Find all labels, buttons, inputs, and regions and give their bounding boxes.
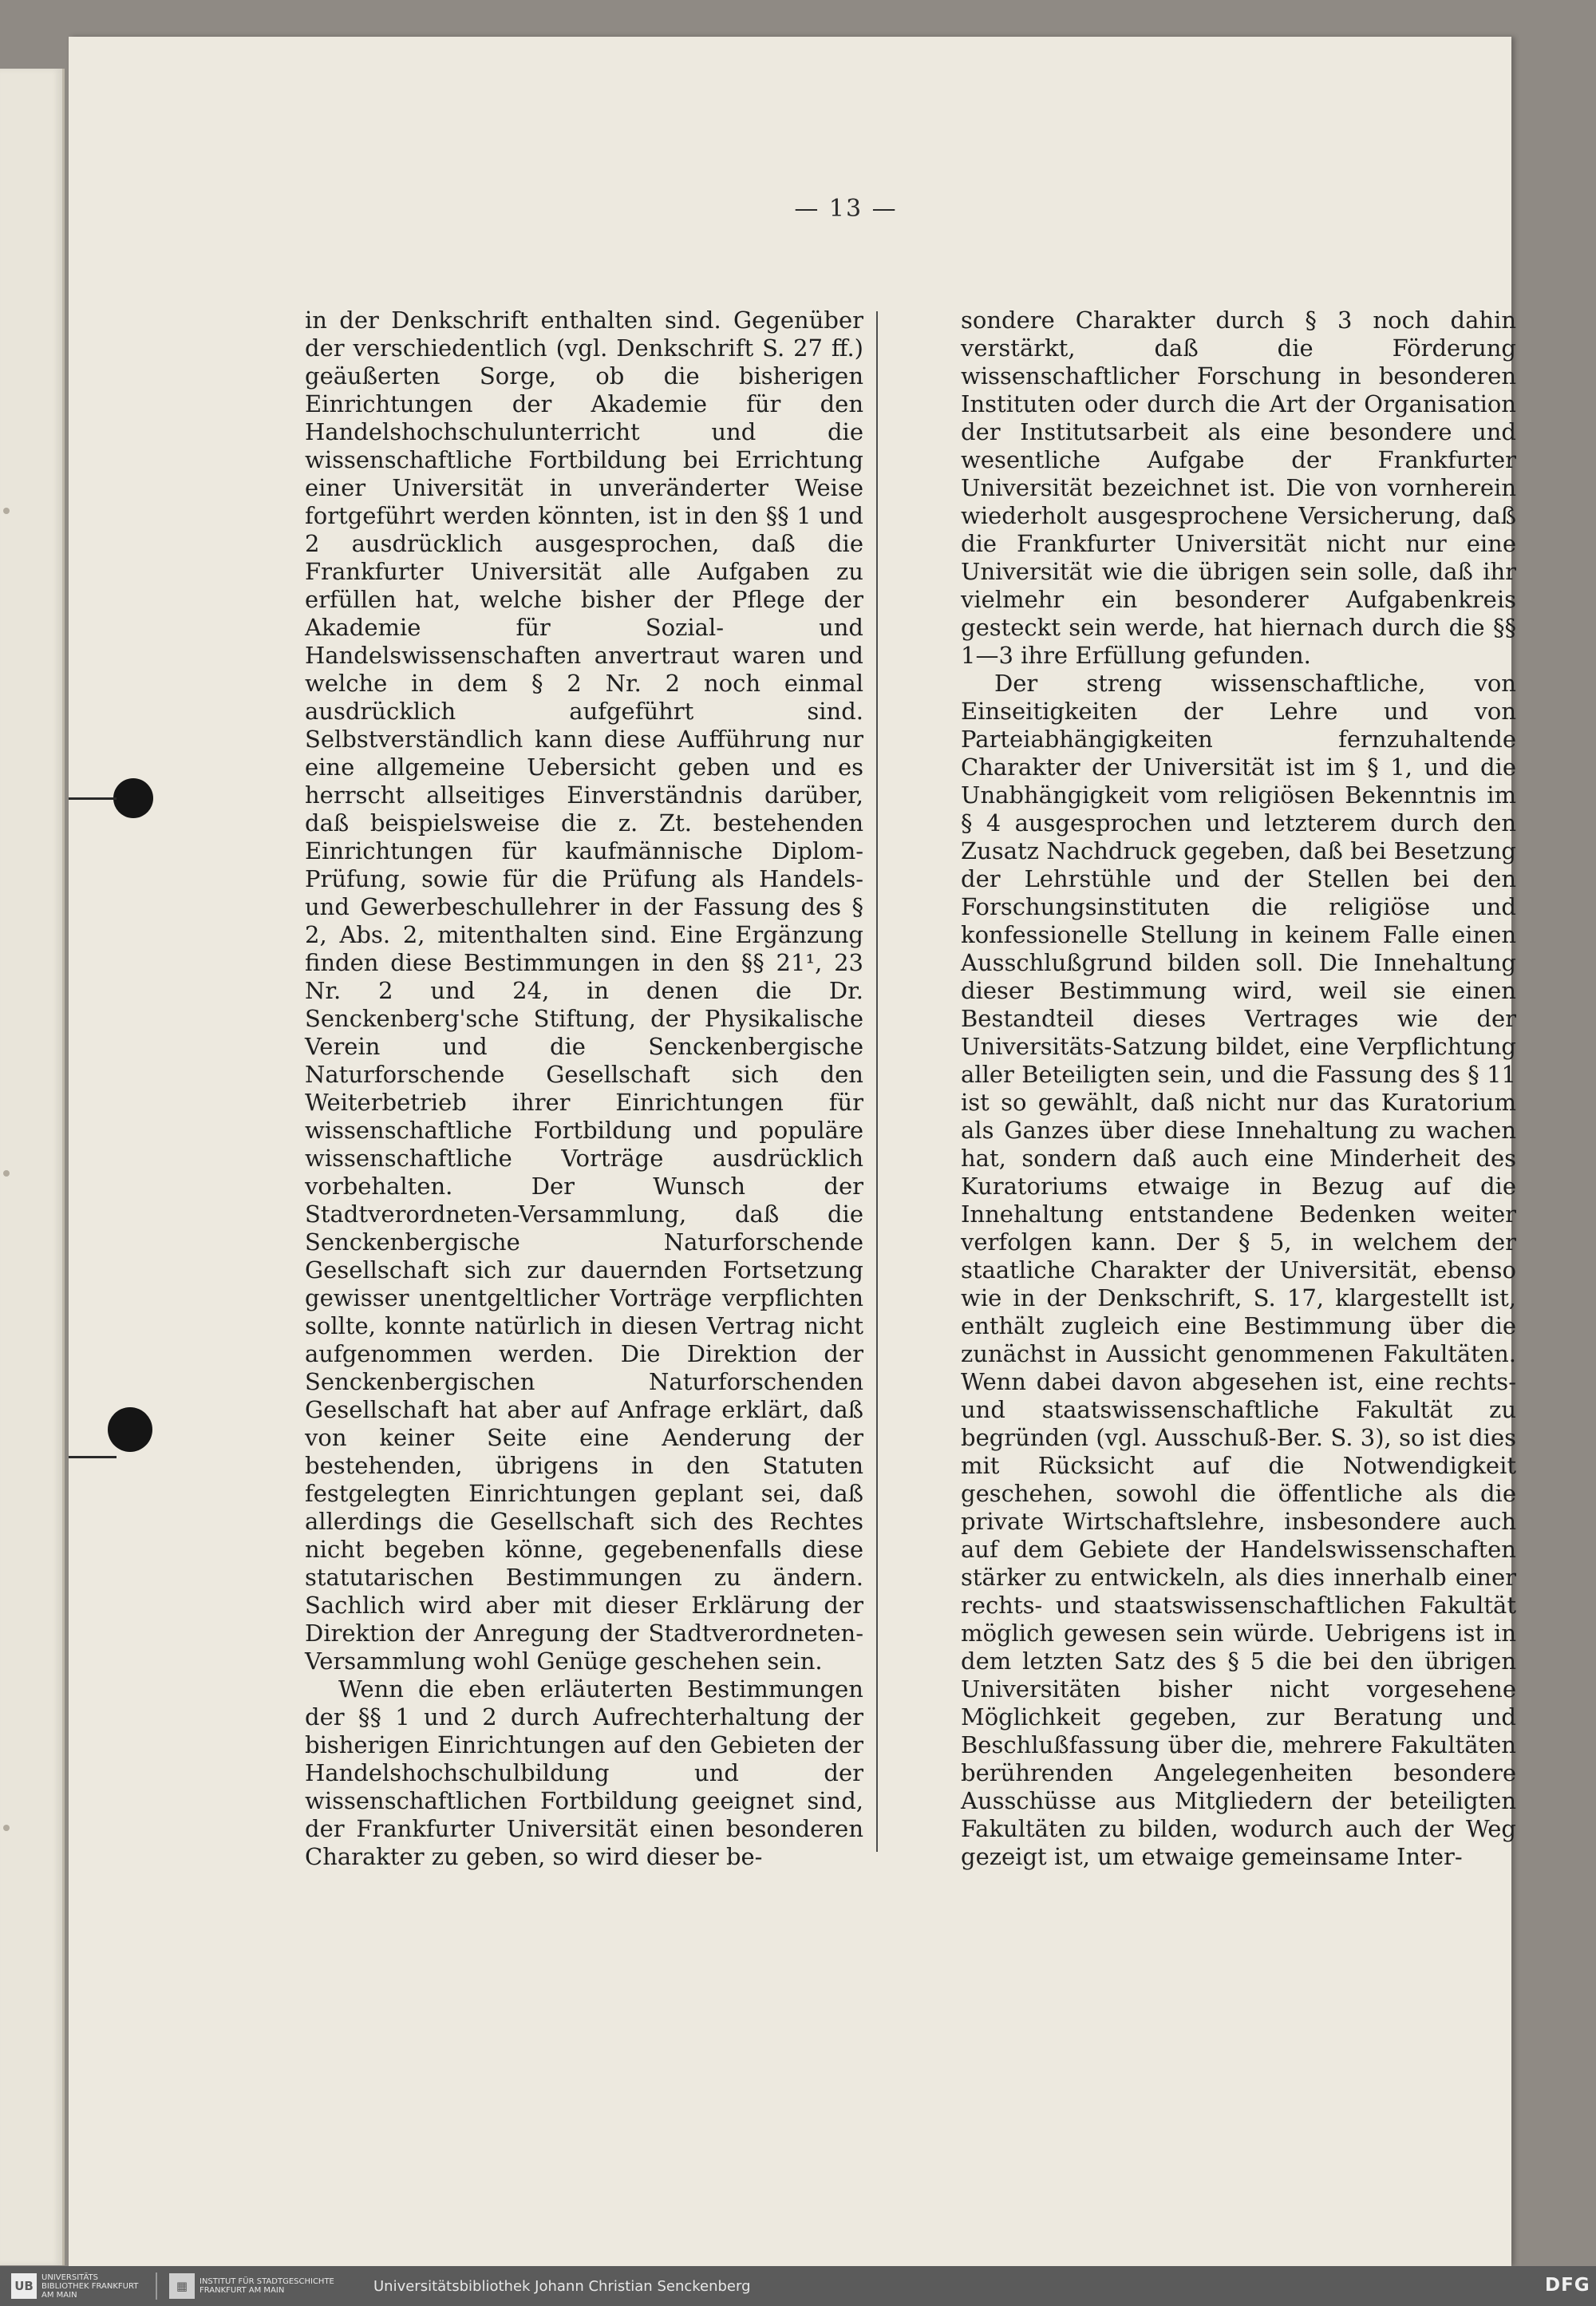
library-credit: Universitätsbibliothek Johann Christian Senckenberg — [373, 2278, 751, 2295]
ub-logo[interactable] — [11, 2272, 145, 2300]
binding-mark — [69, 1456, 117, 1458]
page-number: — 13 — — [794, 195, 898, 223]
viewer-footer — [0, 2266, 1596, 2306]
punch-hole — [113, 778, 153, 818]
page-mark — [3, 1170, 10, 1177]
page-mark — [3, 1825, 10, 1831]
page-mark — [3, 508, 10, 514]
column-divider — [876, 311, 878, 1852]
institute-logo-text: INSTITUT FÜR STADTGESCHICHTE FRANKFURT AM MAIN — [200, 2277, 334, 2295]
punch-hole — [108, 1407, 152, 1452]
text-column-left — [305, 307, 863, 1887]
institute-logo[interactable] — [169, 2272, 343, 2300]
facing-page-edge — [0, 69, 65, 2265]
paragraph: Wenn die eben erläuterten Bestimmungen der §§ 1 und 2 durch Aufrechterhaltung der bisherigen Einrichtungen auf den Gebieten der Handelshochschulbildung und der wissenschaftlichen Fortbildung geeignet sind, der Frankfurter Universität einen besonderen Charakter zu geben, so wird dieser be- — [305, 1675, 863, 1870]
dfg-logo[interactable]: DFG — [1545, 2275, 1590, 2296]
text-column-right — [961, 307, 1516, 1871]
binding-mark — [69, 797, 117, 800]
institute-logo-mark: ▦ — [169, 2273, 195, 2299]
paragraph: Der streng wissenschaftliche, von Einseitigkeiten der Lehre und von Parteiabhängigkeiten fernzuhaltende Charakter der Universität ist im § 1, und die Unabhängigkeit vom religiösen Bekenntnis im § 4 ausgesprochen und letzterem durch den Zusatz Nachdruck gegeben, daß bei Besetzung der Lehrstühle und der Stellen bei den Forschungsinstituten die religiöse und konfessionelle Stellung in keinem Falle einen Ausschlußgrund bilden soll. Die Innehaltung dieser Bestimmung wird, weil sie einen Bestandteil dieses Vertrages wie der Universitäts-Satzung bildet, eine Verpflichtung aller Beteiligten sein, und die Fassung des § 11 ist so gewählt, daß nicht nur das Kuratorium als Ganzes über diese Innehaltung zu wachen hat, sondern daß auch eine Minderheit des Kuratoriums etwaige in Bezug auf die Innehaltung entstandene Bedenken weiter verfolgen kann. Der § 5, in welchem der staatliche Charakter der Universität, ebenso wie in der Denkschrift, S. 17, klargestellt ist, enthält zugleich eine Bestimmung über die zunächst in Aussicht genommenen Fakultäten. Wenn dabei davon abgesehen ist, eine rechts- und staatswissenschaftliche Fakultät zu begründen (vgl. Ausschuß-Ber. S. 3), so ist dies mit Rücksicht auf die Notwendigkeit geschehen, sowohl die öffentliche als die private Wirtschaftslehre, insbesondere auch auf dem Gebiete der Handelswissenschaften stärker zu entwickeln, als dies innerhalb einer rechts- und staatswissenschaftlichen Fakultät möglich gewesen sein würde. Uebrigens ist in dem letzten Satz des § 5 die bei den übrigen Universitäten bisher nicht vorgesehene Möglichkeit gegeben, zur Beratung und Beschlußfassung über die, mehrere Fakultäten berührenden Angelegenheiten besondere Ausschüsse aus Mitgliedern der beteiligten Fakultäten zu bilden, wodurch auch der Weg gezeigt ist, um etwaige gemeinsame Inter- — [961, 670, 1516, 1870]
paragraph: sondere Charakter durch § 3 noch dahin verstärkt, daß die Förderung wissenschaftlicher Forschung in besonderen Instituten oder durch die Art der Organisation der Institutsarbeit als eine besondere und wesentliche Aufgabe der Frankfurter Universität bezeichnet ist. Die von vornherein wiederholt ausgesprochene Versicherung, daß die Frankfurter Universität nicht nur eine Universität wie die übrigen sein solle, daß ihr vielmehr ein besonderer Aufgabenkreis gesteckt sein werde, hat hiernach durch die §§ 1—3 ihre Erfüllung gefunden. — [961, 307, 1516, 669]
ub-logo-mark: UB — [11, 2273, 37, 2299]
ub-logo-text: UNIVERSITÄTS BIBLIOTHEK FRANKFURT AM MAIN — [41, 2272, 139, 2300]
paragraph: in der Denkschrift enthalten sind. Gegenüber der verschiedentlich (vgl. Denkschrift S. 27 ff.) geäußerten Sorge, ob die bisherigen Einrichtungen der Akademie für den Handelshochschulunterricht und die wissenschaftliche Fortbildung bei Errichtung einer Universität in unveränderter Weise fortgeführt werden könnten, ist in den §§ 1 und 2 ausdrücklich ausgesprochen, daß die Frankfurter Universität alle Aufgaben zu erfüllen hat, welche bisher der Pflege der Akademie für Sozial- und Handelswissenschaften anvertraut waren und welche in dem § 2 Nr. 2 noch einmal ausdrücklich aufgeführt sind. Selbstverständlich kann diese Aufführung nur eine allgemeine Uebersicht geben und es herrscht allseitiges Einverständnis darüber, daß beispielsweise die z. Zt. bestehenden Einrichtungen für kaufmännische Diplom-Prüfung, sowie für die Prüfung als Handels- und Gewerbeschullehrer in der Fassung des § 2, Abs. 2, mitenthalten sind. Eine Ergänzung finden diese Bestimmungen in den §§ 21¹, 23 Nr. 2 und 24, in denen die Dr. Senckenberg'sche Stiftung, der Physikalische Verein und die Senckenbergische Naturforschende Gesellschaft sich den Weiterbetrieb ihrer Einrichtungen für wissenschaftliche Fortbildung und populäre wissenschaftliche Vorträge ausdrücklich vorbehalten. Der Wunsch der Stadtverordneten-Versammlung, daß die Senckenbergische Naturforschende Gesellschaft sich zur dauernden Fortsetzung gewisser unentgeltlicher Vorträge verpflichten sollte, konnte natürlich in diesen Vertrag nicht aufgenommen werden. Die Direktion der Senckenbergischen Naturforschenden Gesellschaft hat aber auf Anfrage erklärt, daß von keiner Seite eine Aenderung der bestehenden, übrigens in den Statuten festgelegten Einrichtungen geplant sei, daß allerdings die Gesellschaft sich des Rechtes nicht begeben könne, gegebenenfalls diese statutarischen Bestimmungen zu ändern. Sachlich wird aber mit dieser Erklärung der Direktion der Anregung der Stadtverordneten-Versammlung wohl Genüge geschehen sein. — [305, 307, 863, 1675]
footer-separator — [156, 2272, 157, 2300]
